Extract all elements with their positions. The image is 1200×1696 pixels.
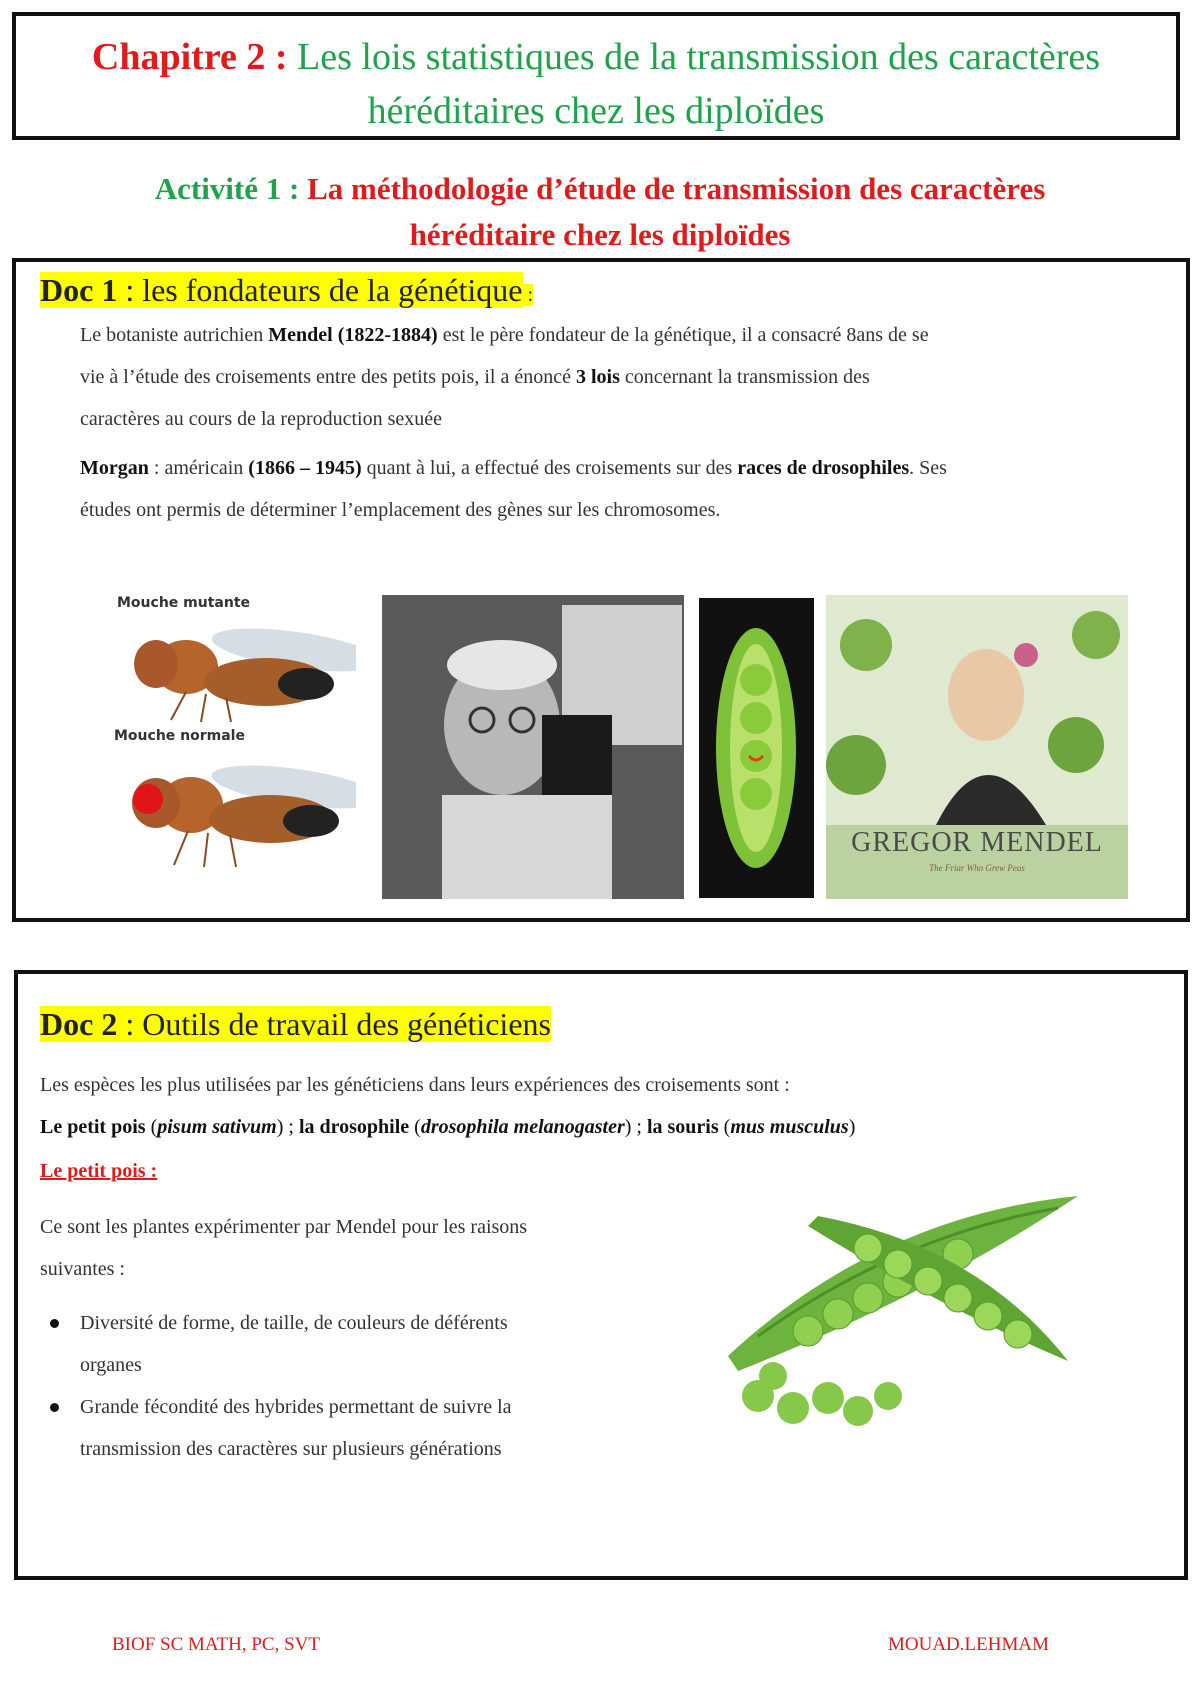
text: études ont permis de déterminer l’emplacement des gènes sur les chromosomes. [80,499,721,521]
mendel-book-cover-image [826,595,1128,899]
text: Grande fécondité des hybrides permettant de suivre la [80,1396,512,1418]
text: : américain [148,457,249,479]
cover-subtitle: The Friar Who Grew Peas [929,863,1025,873]
morgan-portrait-image [382,595,684,899]
chapter-title-part1: Les lois statistiques de la transmission des caractères [297,36,1101,78]
species-drosophila-latin: drosophila melanogaster [420,1116,625,1138]
doc2-intro: Les espèces les plus utilisées par les généticiens dans leurs expériences des croisements sont : [40,1074,790,1096]
morgan-name: Morgan [80,457,149,479]
chapter-label: Chapitre 2 : [91,36,288,78]
pea-pod-cartoon-image [699,598,814,898]
chapter-title-line1 [16,30,1176,84]
three-laws: 3 lois [575,366,620,388]
text: Diversité de forme, de taille, de couleurs de déférents [80,1312,508,1334]
doc1-title: les fondateurs de la génétique [142,272,523,308]
species-drosophila: la drosophile [298,1116,410,1138]
species-mouse-latin: mus musculus [730,1116,849,1138]
text: caractères au cours de la reproduction sexuée [80,408,443,430]
doc2-label: Doc 2 [40,1006,118,1042]
doc2-species-line: Le petit pois (pisum sativum) ; la drosophile (drosophila melanogaster) ; la souris (mus musculus) [40,1116,856,1138]
footer-left: BIOF SC MATH, PC, SVT [112,1634,320,1655]
activity-heading [0,166,1200,258]
doc2-sep: : [117,1006,143,1042]
pea-reasons-list [40,1302,640,1470]
text: organes [80,1354,142,1376]
doc2-heading [40,1004,551,1044]
text: concernant la transmission des [619,366,870,388]
list-item [40,1386,640,1470]
footer-right: MOUAD.LEHMAM [888,1634,1049,1655]
text: quant à lui, a effectué des croisements sur des [361,457,738,479]
activity-title-part1: La méthodologie d’étude de transmission des caractères [307,171,1046,206]
text: transmission des caractères sur plusieurs générations [80,1438,502,1460]
bullet-icon [50,1319,59,1328]
doc1-paragraph-mendel [80,314,1170,440]
species-pea-latin: pisum sativum [157,1116,277,1138]
pea-pods-image [698,1186,1118,1426]
pea-reasons-intro [40,1206,640,1290]
species-pea: Le petit pois [40,1116,146,1138]
text: vie à l’étude des croisements entre des petits pois, il a énoncé [80,366,576,388]
species-mouse: la souris [646,1116,719,1138]
fly-mutant-image [116,612,356,722]
pea-subheading: Le petit pois : [40,1160,158,1182]
activity-title-line2: héréditaire chez les diploïdes [409,217,791,252]
fly-normal-image [116,747,356,872]
doc2-box [14,970,1188,1580]
morgan-dates: (1866 – 1945) [248,457,362,479]
activity-label: Activité 1 : [154,171,300,206]
text: Le botaniste autrichien [80,324,269,346]
doc1-heading [40,270,533,315]
chapter-title-line2: héréditaires chez les diploïdes [367,90,825,132]
fly-mutant-label: Mouche mutante [117,595,250,611]
doc1-box [12,258,1190,922]
bullet-icon [50,1403,59,1412]
doc1-sep: : [117,272,143,308]
cover-title: GREGOR MENDEL [851,827,1103,858]
text: . Ses [909,457,947,479]
list-item [40,1302,640,1386]
text: est le père fondateur de la génétique, il a consacré 8ans de se [437,324,929,346]
chapter-title-box [12,12,1180,140]
doc1-title-suffix: : [522,284,534,306]
doc1-paragraph-morgan [80,447,1170,531]
text: Ce sont les plantes expérimenter par Mendel pour les raisons [40,1216,528,1238]
mendel-name: Mendel (1822-1884) [268,324,438,346]
doc2-title: Outils de travail des généticiens [142,1006,551,1042]
fly-normal-label: Mouche normale [114,728,245,744]
doc1-label: Doc 1 [40,272,118,308]
text: suivantes : [40,1258,125,1280]
drosophila-races: races de drosophiles [737,457,910,479]
